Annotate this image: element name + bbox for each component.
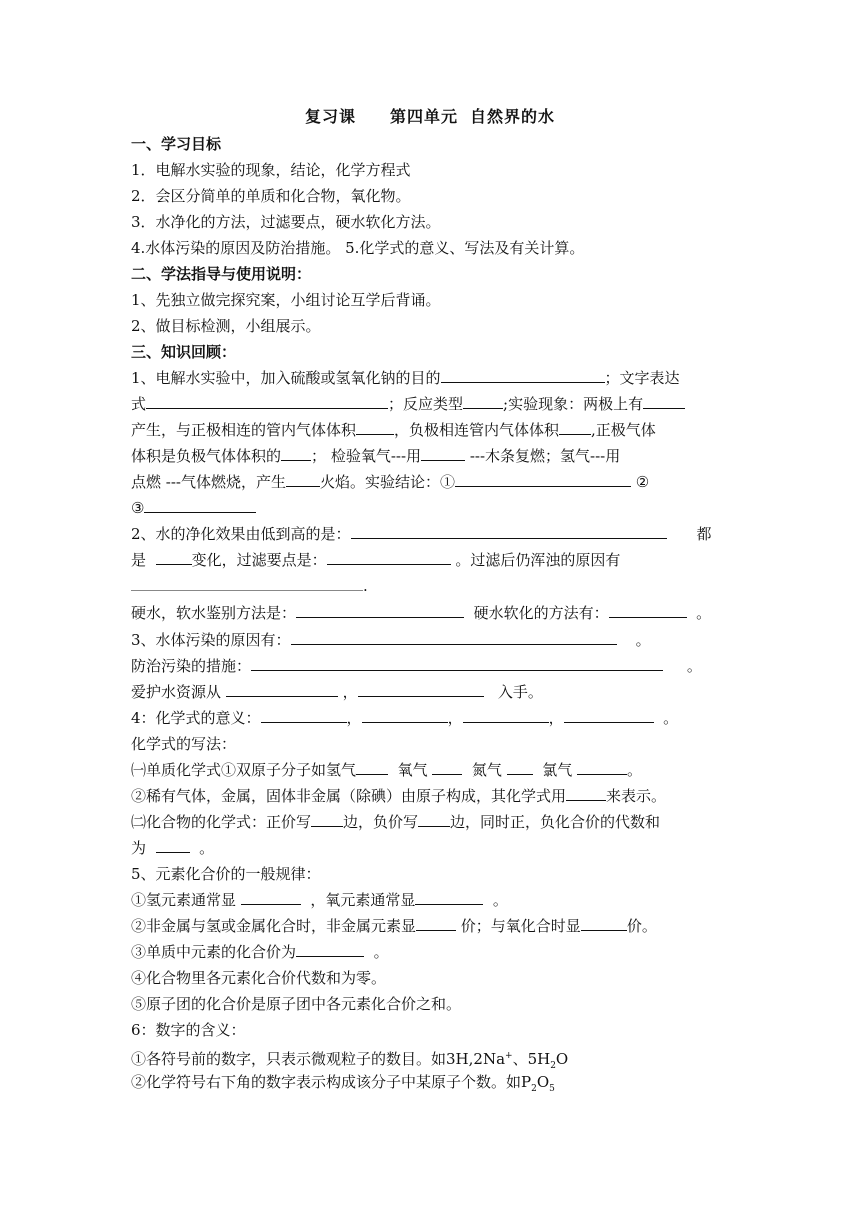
answer-blank[interactable] (441, 367, 605, 383)
q6-superscript: + (505, 1051, 513, 1061)
answer-blank[interactable] (356, 759, 388, 775)
section-heading-review: 三、知识回顾： (131, 343, 237, 361)
q1-text: ,正极气体 (591, 421, 656, 439)
q4-line (131, 836, 731, 860)
q4-text: 氮气 (471, 761, 502, 779)
q1-line (131, 470, 731, 494)
q2-line (131, 574, 731, 598)
q6-line (131, 1044, 731, 1071)
q3-text: 爱护水资源从 (131, 683, 222, 701)
q1-text: 产生，与正极相连的管内气体体积 (131, 421, 357, 439)
q5-text: 。 (492, 891, 508, 909)
q4-line (131, 758, 731, 782)
answer-blank[interactable] (286, 471, 320, 487)
q3-text: 3、水体污染的原因有： (131, 631, 291, 649)
answer-blank[interactable] (251, 655, 663, 671)
q1-text: ③ (131, 499, 145, 517)
q1-text: 检验氧气---用 (330, 447, 422, 465)
q3-text: 防治污染的措施： (131, 657, 252, 675)
answer-blank[interactable] (566, 785, 606, 801)
answer-blank[interactable] (362, 707, 448, 723)
answer-blank[interactable] (463, 393, 503, 409)
q5-line: ④化合物里各元素化合价代数和为零。 (131, 969, 387, 987)
q2-text: 。过滤后仍浑浊的原因有 (455, 551, 621, 569)
answer-blank[interactable] (581, 915, 627, 931)
answer-blank[interactable] (416, 915, 456, 931)
q4-line: 化学式的写法： (131, 735, 237, 753)
q3-text: 入手。 (497, 683, 543, 701)
q5-text: ，氧元素通常显 (310, 891, 416, 909)
answer-blank[interactable] (643, 393, 685, 409)
answer-blank[interactable] (146, 393, 388, 409)
q4-text: 来表示。 (606, 787, 667, 805)
q5-text: ②非金属与氢或金属化合时，非金属元素显 (131, 917, 417, 935)
q4-text: 。 (627, 761, 643, 779)
goal-item: 4.水体污染的原因及防治措施。 5.化学式的意义、写法及有关计算。 (131, 239, 585, 257)
q2-line (131, 601, 731, 625)
q4-line (131, 810, 731, 834)
answer-blank[interactable] (241, 889, 301, 905)
q1-line (131, 366, 731, 390)
q1-text: ；文字表达 (604, 369, 680, 387)
q3-text: 。 (686, 657, 702, 675)
method-item: 2、做目标检测，小组展示。 (131, 317, 321, 335)
answer-blank[interactable] (327, 549, 451, 565)
answer-blank[interactable] (463, 707, 549, 723)
q4-text: 4：化学式的意义： (131, 709, 261, 727)
q6-text: O (536, 1073, 550, 1091)
method-item: 1、先独立做完探究案，小组讨论互学后背诵。 (131, 291, 441, 309)
section-heading-method: 二、学法指导与使用说明： (131, 265, 312, 283)
q3-line (131, 628, 731, 652)
goal-item: 2．会区分简单的单质和化合物，氧化物。 (131, 187, 411, 205)
q3-line (131, 680, 731, 704)
q5-text: 。 (373, 943, 389, 961)
q2-text: 变化，过滤要点是： (191, 551, 327, 569)
q2-text: 都 (696, 525, 712, 543)
q4-text: ， (346, 709, 362, 727)
q1-text: 式 (131, 395, 147, 413)
q4-text: 。 (663, 709, 679, 727)
answer-blank[interactable] (311, 811, 343, 827)
q2-line (131, 548, 731, 572)
q2-line (131, 522, 731, 546)
q2-text: 。 (696, 604, 712, 622)
q5-line: ⑤原子团的化合价是原子团中各元素化合价之和。 (131, 995, 462, 1013)
answer-blank[interactable] (356, 419, 394, 435)
q1-line (131, 496, 731, 520)
q6-text: ②化学符号右下角的数字表示构成该分子中某原子个数。如P (131, 1073, 532, 1091)
q5-line: 5、元素化合价的一般规律： (131, 865, 321, 883)
page-title (0, 104, 860, 127)
q6-subscript: 2 (550, 1061, 556, 1071)
q5-line (131, 914, 731, 938)
q4-text: ㈡化合物的化学式：正价写 (131, 813, 312, 831)
q6-subscript: 5 (549, 1084, 555, 1094)
answer-blank[interactable] (291, 629, 617, 645)
answer-blank[interactable] (296, 602, 464, 618)
q1-text: ，负极相连管内气体体积 (394, 421, 560, 439)
q1-text: ② (635, 473, 650, 491)
q4-text: ㈠单质化学式①双原子分子如氢气 (131, 761, 357, 779)
title-topic: 自然界的水 (470, 107, 556, 126)
q5-text: ①氢元素通常显 (131, 891, 237, 909)
section-heading-goals: 一、学习目标 (131, 135, 222, 153)
answer-blank[interactable] (156, 549, 192, 565)
answer-blank[interactable] (281, 445, 311, 461)
q3-text: 。 (635, 631, 651, 649)
q5-text: 价；与氧化合时显 (460, 917, 581, 935)
q1-text: ---木条复燃；氢气---用 (469, 447, 621, 465)
answer-blank[interactable] (261, 707, 347, 723)
q1-text: ;实验现象：两极上有 (503, 395, 644, 413)
q4-text: ， (548, 709, 564, 727)
q1-text: 1、电解水实验中，加入硫酸或氢氧化钠的目的 (131, 369, 441, 387)
q5-text: ③单质中元素的化合价为 (131, 943, 297, 961)
q4-text: 边，负价写 (343, 813, 419, 831)
q4-text: 氧气 (397, 761, 428, 779)
goal-item: 3．水净化的方法，过滤要点，硬水软化方法。 (131, 213, 441, 231)
answer-blank[interactable] (358, 681, 484, 697)
q1-text: ；反应类型 (388, 395, 464, 413)
q1-text: 火焰。实验结论：① (319, 473, 455, 491)
q1-line (131, 444, 731, 468)
q5-text: 价。 (626, 917, 657, 935)
answer-blank[interactable] (421, 445, 465, 461)
answer-blank[interactable] (507, 759, 533, 775)
q5-line (131, 888, 731, 912)
q2-text: 2、水的净化效果由低到高的是： (131, 525, 351, 543)
q4-text: ， (447, 709, 463, 727)
answer-blank[interactable] (564, 707, 654, 723)
q6-text: O (555, 1050, 569, 1068)
q4-text: 为 (131, 839, 147, 857)
answer-blank[interactable] (156, 837, 190, 853)
answer-blank[interactable] (226, 681, 338, 697)
q4-text: 边，同时正，负化合价的代数和 (450, 813, 661, 831)
q4-text: 氯气 (542, 761, 573, 779)
q5-line (131, 940, 731, 964)
q2-text: 硬水，软水鉴别方法是： (131, 604, 297, 622)
answer-blank[interactable] (415, 889, 483, 905)
q1-line (131, 418, 731, 442)
q3-line (131, 654, 731, 678)
q4-line (131, 784, 731, 808)
answer-blank[interactable] (577, 759, 627, 775)
q1-text: 点燃 ---气体燃烧，产生 (131, 473, 286, 491)
q1-text: ； (311, 447, 327, 465)
q1-text: 体积是负极气体体积的 (131, 447, 282, 465)
answer-blank[interactable] (351, 523, 667, 539)
answer-blank[interactable] (609, 602, 687, 618)
q1-line (131, 392, 731, 416)
q6-text: ①各符号前的数字，只表示微观粒子的数目。如3H,2Na (131, 1050, 506, 1068)
answer-blank[interactable] (296, 941, 364, 957)
answer-blank[interactable] (432, 759, 462, 775)
title-review: 复习课 (304, 107, 356, 126)
answer-blank[interactable] (418, 811, 450, 827)
answer-blank[interactable] (559, 419, 591, 435)
goal-item: 1．电解水实验的现象，结论，化学方程式 (131, 161, 411, 179)
q6-line (131, 1070, 731, 1094)
answer-blank[interactable] (144, 497, 256, 513)
q4-text: 。 (199, 839, 215, 857)
q2-text: 是 (131, 551, 147, 569)
title-unit: 第四单元 (389, 107, 458, 126)
q6-subscript: 2 (531, 1084, 537, 1094)
answer-blank[interactable] (131, 575, 363, 591)
q6-line: 6：数字的含义： (131, 1021, 246, 1039)
q3-text: ， (342, 683, 358, 701)
q4-text: ②稀有气体，金属，固体非金属（除碘）由原子构成，其化学式用 (131, 787, 567, 805)
answer-blank[interactable] (455, 471, 631, 487)
q6-text: 、5H (512, 1050, 551, 1068)
q2-text: 硬水软化的方法有： (473, 604, 609, 622)
q4-line (131, 706, 731, 730)
q2-text: . (363, 577, 368, 595)
